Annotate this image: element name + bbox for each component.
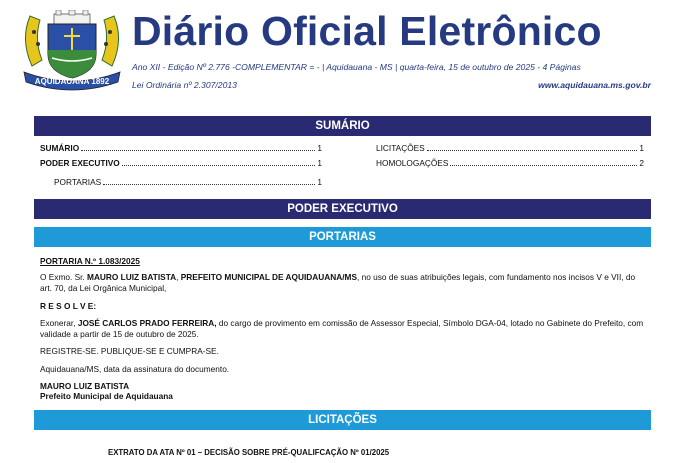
toc-item-homologacoes[interactable] <box>376 158 644 168</box>
toc-label: SUMÁRIO <box>40 143 80 153</box>
section-poder-executivo: PODER EXECUTIVO <box>34 199 651 219</box>
portaria-number: PORTARIA N.º 1.083/2025 <box>40 256 140 266</box>
toc-page: 2 <box>639 158 644 168</box>
toc-label: PODER EXECUTIVO <box>40 158 120 168</box>
section-portarias: PORTARIAS <box>34 227 651 247</box>
signatory-name: MAURO LUIZ BATISTA <box>40 381 130 391</box>
resolve-heading: R E S O L V E: <box>40 301 97 311</box>
toc-item-poder-executivo[interactable] <box>40 158 322 168</box>
toc-page: 1 <box>317 177 322 187</box>
location-date: Aquidauana/MS, data da assinatura do documento. <box>40 364 230 374</box>
website-link[interactable]: www.aquidauana.ms.gov.br <box>538 80 651 90</box>
law-reference: Lei Ordinária nº 2.307/2013 <box>132 80 237 90</box>
extrato-title: EXTRATO DA ATA Nº 01 – DECISÃO SOBRE PRÉ-QUALIFCAÇÃO Nº 01/2025 <box>108 448 390 457</box>
portaria-intro: O Exmo. Sr. MAURO LUIZ BATISTA, PREFEITO MUNICIPAL DE AQUIDAUANA/MS, no uso de suas atribuições legais, com fundamento nos incisos V e VII, do art. 70, da Lei Orgânica Municipal, <box>40 272 636 293</box>
sumario-heading: SUMÁRIO <box>34 116 651 136</box>
newspaper-title: Diário Oficial Eletrônico <box>132 8 602 54</box>
toc-item-licitacoes[interactable] <box>376 143 644 153</box>
municipal-coat-of-arms-logo <box>20 10 124 94</box>
toc-item-sumario[interactable] <box>40 143 322 153</box>
toc-label: LICITAÇÕES <box>376 143 425 153</box>
edition-info: Ano XII - Edição Nº 2.776 -COMPLEMENTAR = - | Aquidauana - MS | quarta-feira, 15 de outubro de 2025 - 4 Páginas <box>132 62 581 72</box>
toc-label: HOMOLOGAÇÕES <box>376 158 449 168</box>
toc-page: 1 <box>317 158 322 168</box>
logo-motto-text: AQUIDAUANA 1892 <box>34 77 110 86</box>
toc-page: 1 <box>317 143 322 153</box>
toc-page: 1 <box>639 143 644 153</box>
toc-item-portarias[interactable] <box>54 177 322 187</box>
portaria-exoneration: Exonerar, JOSÉ CARLOS PRADO FERREIRA, do cargo de provimento em comissão de Assessor Especial, Símbolo DGA-04, lotado no Gabinete do Prefeito, com validade a partir de 15 de outubro de 2025. <box>40 318 644 339</box>
toc-label: PORTARIAS <box>54 177 102 187</box>
section-licitacoes: LICITAÇÕES <box>34 410 651 430</box>
signatory-role: Prefeito Municipal de Aquidauana <box>40 391 173 401</box>
registre-statement: REGISTRE-SE. PUBLIQUE-SE E CUMPRA-SE. <box>40 346 219 356</box>
